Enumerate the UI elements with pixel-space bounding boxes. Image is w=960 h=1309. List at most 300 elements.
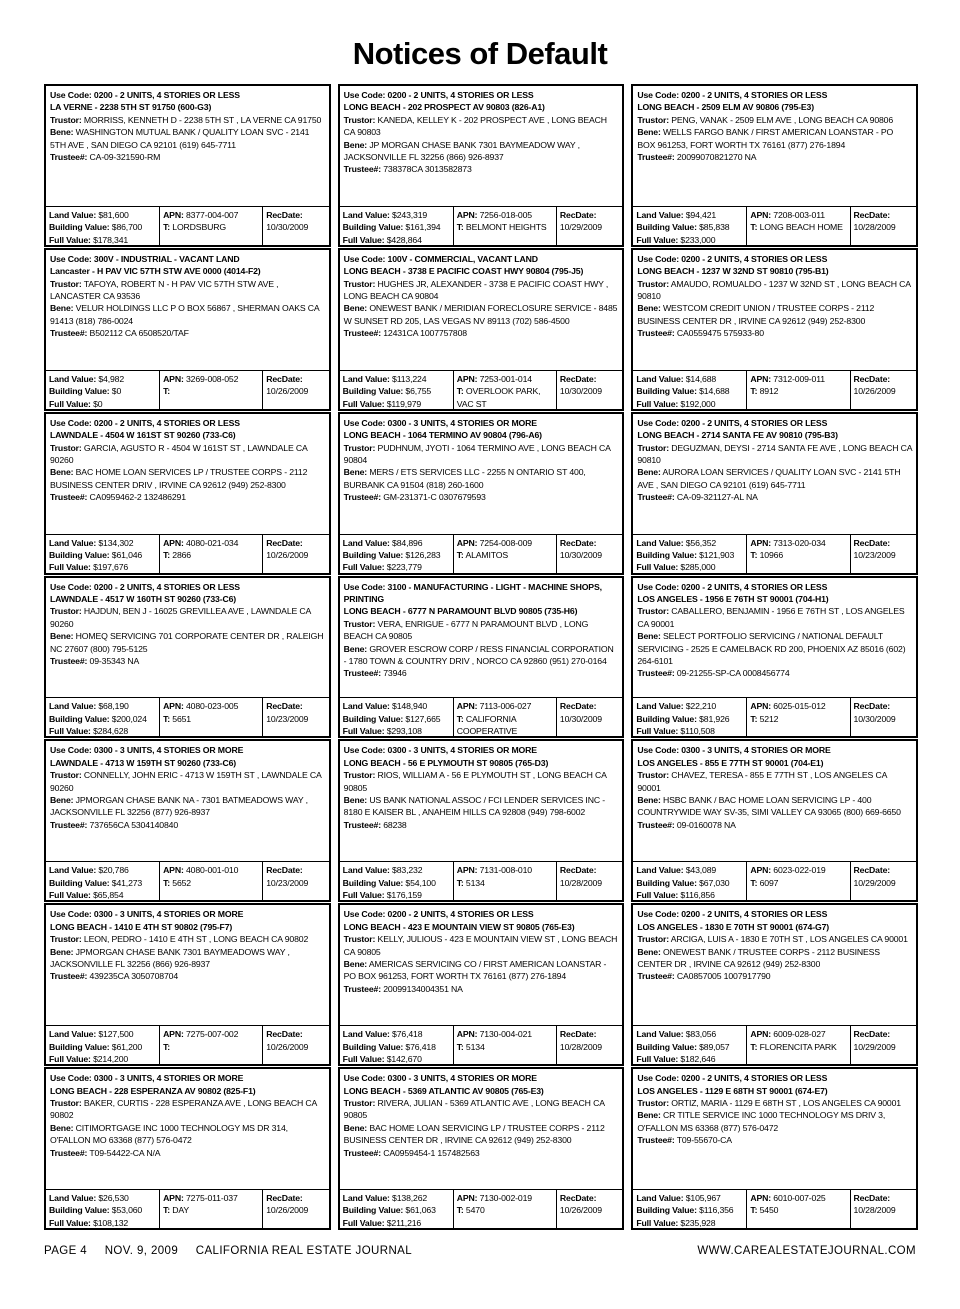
bene-line — [637, 630, 912, 667]
recdate-label: RecDate: — [266, 1029, 303, 1040]
apn-label: APN: — [163, 373, 184, 384]
trustor-line — [344, 933, 619, 958]
bene-label: Bene: — [637, 795, 661, 806]
bene-line — [344, 958, 619, 983]
notice-card — [631, 248, 918, 411]
building-value-label: Building Value: — [636, 877, 697, 888]
trustor-value: KELLY, JULIOUS - 423 E MOUNTAIN VIEW ST , LONG BEACH CA 90805 — [343, 934, 618, 957]
building-value: $200,024 — [111, 713, 147, 724]
land-value-label: Land Value: — [636, 1029, 684, 1040]
bene-label: Bene: — [637, 303, 661, 314]
trustee-value: 439235CA 3050708704 — [89, 971, 179, 982]
full-value: $178,341 — [93, 234, 129, 245]
notice-card — [631, 84, 918, 247]
trustor-label: Trustor: — [50, 278, 82, 289]
use-code-line — [344, 1072, 619, 1084]
apn-value: 7313-020-034 — [773, 537, 826, 548]
tract-label: T: — [750, 1205, 758, 1216]
trustor-line — [637, 769, 912, 794]
trustee-value: 68238 — [383, 819, 407, 830]
trustor-label: Trustor: — [343, 770, 376, 781]
footer-date: NOV. 9, 2009 — [104, 1245, 179, 1257]
full-value-label: Full Value: — [636, 562, 679, 573]
apn-cell — [159, 862, 262, 900]
apn-cell — [746, 535, 849, 573]
property-address: LONG BEACH - 202 PROSPECT AV 90803 (826-A1) — [343, 102, 545, 113]
full-value-label: Full Value: — [342, 398, 385, 409]
trustor-value: DEGUZMAN, DEYSI - 2714 SANTA FE AVE , LONG BEACH CA 90810 — [637, 442, 912, 465]
trustee-label: Trustee#: — [637, 1135, 675, 1146]
bene-label: Bene: — [343, 643, 368, 654]
bene-value: AURORA LOAN SERVICES / QUALITY LOAN SVC - 2141 5TH AVE , SAN DIEGO CA 92101 (619) 645-7711 — [637, 467, 901, 490]
trustee-label: Trustee#: — [343, 668, 381, 679]
building-value-label: Building Value: — [49, 1205, 110, 1216]
trustor-value: BAKER, CURTIS - 228 ESPERANZA AVE , LONG BEACH CA 90802 — [50, 1097, 317, 1121]
trustee-value: B502112 CA 6508520/TAF — [89, 328, 189, 339]
trustee-label: Trustee#: — [637, 819, 675, 830]
trustee-line — [637, 970, 912, 982]
land-value: $105,967 — [685, 1193, 721, 1203]
property-address: LAWNDALE - 4713 W 159TH ST 90260 (733-C6) — [50, 757, 237, 768]
building-value: $127,665 — [405, 713, 441, 724]
use-code-line — [637, 908, 912, 920]
apn-cell — [159, 1190, 262, 1228]
recdate-label: RecDate: — [853, 701, 891, 712]
land-value: $84,896 — [392, 537, 423, 548]
use-code-line — [344, 581, 619, 606]
use-code-label: Use Code: — [50, 745, 92, 756]
tract-label: T: — [163, 713, 170, 724]
notice-card — [631, 576, 918, 739]
values-cell — [633, 207, 746, 245]
full-value: $192,000 — [680, 398, 716, 409]
recdate-value: 10/28/2009 — [853, 1205, 896, 1216]
apn-value: 7256-018-005 — [479, 209, 532, 220]
trustee-label: Trustee#: — [50, 656, 88, 666]
use-code-label: Use Code: — [343, 417, 386, 428]
use-code-line — [637, 581, 912, 593]
full-value: $119,979 — [386, 398, 422, 409]
use-code-label: Use Code: — [50, 253, 92, 264]
tract-value: LONG BEACH HOME — [759, 222, 843, 233]
land-value-label: Land Value: — [49, 865, 97, 876]
tract-value: 5651 — [172, 713, 191, 724]
notice-details — [340, 578, 623, 698]
full-value-label: Full Value: — [636, 1053, 679, 1064]
use-code-value: 0200 - 2 UNITS, 4 STORIES OR LESS — [93, 581, 240, 592]
use-code-line — [344, 89, 619, 101]
trustor-label: Trustor: — [50, 1097, 82, 1108]
bene-label: Bene: — [637, 127, 661, 138]
valuation-row — [46, 206, 329, 245]
use-code-label: Use Code: — [343, 90, 386, 100]
notice-card — [631, 739, 918, 902]
land-value: $4,982 — [98, 373, 125, 384]
recdate-value: 10/26/2009 — [266, 386, 309, 397]
apn-cell — [453, 862, 556, 900]
trustee-line — [637, 1134, 912, 1146]
building-value: $0 — [111, 386, 122, 397]
valuation-row — [633, 697, 916, 736]
trustor-value: KANEDA, KELLEY K - 202 PROSPECT AVE , LONG BEACH CA 90803 — [343, 114, 607, 138]
trustor-value: GARCIA, AGUSTO R - 4504 W 161ST ST , LAWNDALE CA 90260 — [50, 442, 308, 465]
apn-value: 7275-007-002 — [185, 1029, 239, 1040]
property-address: LONG BEACH - 2714 SANTA FE AV 90810 (795-B3) — [637, 430, 838, 441]
trustor-value: RIOS, WILLIAM A - 56 E PLYMOUTH ST , LONG BEACH CA 90805 — [343, 770, 607, 793]
trustor-line — [50, 278, 325, 303]
notice-card — [338, 1067, 625, 1230]
footer-website: WWW.CAREALESTATEJOURNAL.COM — [697, 1245, 916, 1257]
notice-details — [46, 905, 329, 1025]
use-code-value: 0200 - 2 UNITS, 4 STORIES OR LESS — [681, 909, 828, 920]
trustee-value: 737656CA 5304140840 — [89, 819, 179, 830]
recdate-value: 10/30/2009 — [853, 713, 896, 724]
recdate-value: 10/30/2009 — [559, 713, 602, 724]
trustee-value: CA0559475 575933-80 — [676, 328, 764, 339]
land-value-label: Land Value: — [342, 537, 390, 548]
bene-value: ONEWEST BANK / TRUSTEE CORPS - 2112 BUSINESS CENTER DR , IRVINE CA 92612 (949) 252-8300 — [637, 946, 880, 969]
use-code-label: Use Code: — [637, 909, 679, 920]
trustor-label: Trustor: — [343, 442, 376, 453]
trustee-value: CA0959454-1 157482563 — [383, 1147, 480, 1158]
trustee-line — [50, 151, 325, 163]
apn-cell — [453, 1190, 556, 1228]
property-address: LONG BEACH - 6777 N PARAMOUNT BLVD 90805 (735-H6) — [343, 606, 578, 617]
trustee-line — [637, 819, 912, 831]
values-cell — [340, 862, 453, 900]
recdate-cell — [556, 535, 622, 573]
recdate-cell — [262, 1026, 328, 1064]
recdate-label: RecDate: — [853, 537, 891, 548]
property-address: LOS ANGELES - 1129 E 68TH ST 90001 (674-E7) — [637, 1085, 828, 1096]
notice-details — [340, 905, 623, 1025]
bene-line — [344, 466, 619, 491]
trustee-line — [50, 327, 325, 339]
trustee-value: 73946 — [383, 668, 407, 679]
building-value-label: Building Value: — [342, 877, 404, 888]
trustor-value: ORTIZ, MARIA - 1129 E 68TH ST , LOS ANGELES CA 90001 — [671, 1097, 901, 1108]
building-value: $61,046 — [111, 549, 143, 560]
apn-cell — [159, 1026, 262, 1064]
apn-value: 7130-004-021 — [479, 1029, 532, 1040]
notice-card — [44, 412, 331, 575]
bene-label: Bene: — [343, 303, 368, 314]
trustee-line — [637, 327, 912, 339]
tract-value: BELMONT HEIGHTS — [465, 222, 547, 233]
use-code-value: 0300 - 3 UNITS, 4 STORIES OR MORE — [93, 909, 244, 920]
trustor-value: MORRISS, KENNETH D - 2238 5TH ST , LA VERNE CA 91750 — [83, 114, 322, 125]
building-value-label: Building Value: — [342, 386, 404, 397]
full-value: $284,628 — [93, 726, 129, 737]
trustee-line — [344, 667, 619, 679]
trustor-value: VERA, ENRIGUE - 6777 N PARAMOUNT BLVD , LONG BEACH CA 90805 — [343, 618, 589, 642]
use-code-value: 0300 - 3 UNITS, 4 STORIES OR MORE — [387, 745, 537, 756]
trustee-value: 09-21255-SP-CA 0008456774 — [676, 668, 790, 679]
valuation-row — [340, 206, 623, 245]
tract-value: 6097 — [759, 877, 779, 888]
land-value-label: Land Value: — [636, 537, 684, 548]
use-code-value: 0200 - 2 UNITS, 4 STORIES OR LESS — [387, 90, 534, 100]
recdate-value: 10/28/2009 — [853, 222, 896, 233]
values-cell — [46, 535, 159, 573]
building-value: $116,356 — [699, 1205, 734, 1216]
land-value: $43,089 — [685, 865, 717, 876]
building-value-label: Building Value: — [49, 386, 110, 397]
apn-cell — [159, 207, 262, 245]
recdate-label: RecDate: — [266, 701, 303, 712]
trustor-value: PUDHNUM, JYOTI - 1064 TERMINO AVE , LONG BEACH CA 90804 — [343, 442, 611, 465]
bene-label: Bene: — [343, 958, 368, 969]
recdate-label: RecDate: — [559, 209, 597, 220]
bene-line — [344, 1122, 619, 1147]
notice-card — [338, 903, 625, 1066]
full-value-label: Full Value: — [636, 890, 679, 901]
full-value-label: Full Value: — [49, 726, 91, 737]
full-value: $214,200 — [93, 1053, 129, 1064]
notice-card — [44, 248, 331, 411]
trustor-line — [637, 1097, 912, 1109]
trustee-label: Trustee#: — [343, 983, 381, 994]
values-cell — [340, 207, 453, 245]
values-cell — [46, 371, 159, 409]
bene-value: HOMEQ SERVICING 701 CORPORATE CENTER DR , RALEIGH NC 27607 (800) 795-5125 — [50, 631, 324, 654]
recdate-cell — [850, 535, 916, 573]
apn-value: 6009-028-027 — [773, 1029, 826, 1040]
trustee-value: 738378CA 3013582873 — [383, 164, 472, 175]
use-code-value: 0300 - 3 UNITS, 4 STORIES OR MORE — [681, 745, 831, 756]
trustor-label: Trustor: — [637, 934, 669, 945]
recdate-cell — [262, 207, 328, 245]
notice-details — [46, 741, 329, 861]
bene-label: Bene: — [637, 1110, 661, 1121]
building-value-label: Building Value: — [342, 222, 404, 233]
tract-label: T: — [456, 222, 464, 233]
apn-label: APN: — [750, 537, 772, 548]
trustor-value: RIVERA, JULIAN - 5369 ATLANTIC AVE , LONG BEACH CA 90805 — [343, 1097, 605, 1121]
full-value: $285,000 — [680, 562, 716, 573]
trustor-line — [637, 114, 912, 126]
trustor-line — [50, 933, 325, 945]
trustee-line — [344, 327, 619, 339]
notice-card — [631, 1067, 918, 1230]
full-value-label: Full Value: — [49, 1217, 91, 1228]
use-code-value: 0300 - 3 UNITS, 4 STORIES OR MORE — [387, 1073, 537, 1084]
recdate-value: 10/26/2009 — [853, 386, 896, 397]
values-cell — [46, 1190, 159, 1228]
use-code-value: 0200 - 2 UNITS, 4 STORIES OR LESS — [681, 581, 828, 592]
land-value-label: Land Value: — [636, 865, 684, 876]
apn-value: 7253-001-014 — [479, 373, 532, 384]
trustee-label: Trustee#: — [343, 328, 381, 339]
tract-value: DAY — [172, 1205, 190, 1216]
trustor-label: Trustor: — [637, 442, 669, 453]
full-value: $0 — [93, 398, 103, 409]
apn-label: APN: — [750, 209, 772, 220]
recdate-value: 10/30/2009 — [559, 549, 602, 560]
use-code-label: Use Code: — [50, 90, 92, 100]
tract-value: 5134 — [465, 877, 485, 888]
trustee-value: 20099070821270 NA — [676, 152, 757, 163]
property-address: LONG BEACH - 228 ESPERANZA AV 90802 (825-F1) — [50, 1085, 256, 1096]
notice-card — [338, 412, 625, 575]
valuation-row — [46, 697, 329, 736]
recdate-label: RecDate: — [266, 373, 303, 384]
apn-cell — [159, 698, 262, 736]
land-value: $148,940 — [392, 701, 428, 712]
full-value: $65,854 — [93, 890, 124, 901]
building-value: $53,060 — [111, 1205, 143, 1216]
notice-card — [338, 84, 625, 247]
use-code-line — [50, 744, 325, 756]
recdate-value: 10/23/2009 — [266, 713, 309, 724]
valuation-row — [46, 370, 329, 409]
trustor-label: Trustor: — [50, 606, 82, 617]
building-value: $54,100 — [405, 877, 436, 888]
tract-value: 5212 — [759, 713, 779, 724]
trustee-label: Trustee#: — [343, 492, 381, 503]
apn-label: APN: — [456, 209, 478, 220]
use-code-label: Use Code: — [637, 90, 679, 100]
use-code-line — [50, 417, 325, 429]
trustor-label: Trustor: — [637, 278, 669, 289]
valuation-row — [340, 534, 623, 573]
bene-label: Bene: — [343, 139, 368, 150]
land-value: $94,421 — [685, 209, 717, 220]
notice-card — [338, 576, 625, 739]
values-cell — [46, 698, 159, 736]
building-value-label: Building Value: — [49, 549, 110, 560]
trustee-value: CA0857005 1007917790 — [676, 971, 771, 982]
valuation-row — [46, 534, 329, 573]
trustor-line — [50, 1097, 325, 1122]
use-code-value: 0200 - 2 UNITS, 4 STORIES OR LESS — [93, 417, 240, 428]
bene-value: WESTCOM CREDIT UNION / TRUSTEE CORPS - 2112 BUSINESS CENTER DR , IRVINE CA 92612 (949) 252-8300 — [637, 303, 875, 326]
recdate-value: 10/26/2009 — [559, 1205, 602, 1216]
trustee-value: 09-0160078 NA — [676, 819, 736, 830]
apn-label: APN: — [163, 865, 184, 876]
recdate-cell — [850, 862, 916, 900]
building-value: $121,903 — [699, 549, 735, 560]
apn-label: APN: — [456, 1193, 478, 1203]
apn-label: APN: — [456, 865, 478, 876]
property-address: LONG BEACH - 1064 TERMINO AV 90804 (796-A6) — [343, 430, 542, 441]
building-value: $41,273 — [111, 877, 143, 888]
trustor-line — [50, 769, 325, 794]
apn-cell — [453, 1026, 556, 1064]
notice-details — [633, 905, 916, 1025]
recdate-label: RecDate: — [266, 209, 303, 220]
full-value: $108,132 — [93, 1217, 129, 1228]
trustor-label: Trustor: — [50, 442, 82, 453]
use-code-line — [344, 417, 619, 429]
use-code-line — [637, 744, 912, 756]
notice-details — [340, 86, 623, 206]
use-code-value: 3100 - MANUFACTURING - LIGHT - MACHINE SHOPS, PRINTING — [343, 581, 602, 604]
bene-label: Bene: — [637, 946, 661, 957]
building-value: $76,418 — [405, 1041, 436, 1052]
bene-value: AMERICAS SERVICING CO / FIRST AMERICAN LOANSTAR - PO BOX 961253, FORT WORTH TX 76161 (877) 276-1894 — [343, 958, 607, 982]
tract-label: T: — [163, 1041, 170, 1052]
trustee-line — [50, 1147, 325, 1159]
trustee-line — [50, 819, 325, 831]
land-value: $138,262 — [392, 1193, 428, 1203]
building-value: $67,030 — [699, 877, 730, 888]
land-value-label: Land Value: — [49, 1029, 97, 1040]
valuation-row — [46, 1189, 329, 1228]
trustee-line — [344, 819, 619, 831]
bene-value: HSBC BANK / BAC HOME LOAN SERVICING LP - 400 COUNTRYWIDE WAY SV-35, SIMI VALLEY CA 93065 (800) 669-6650 — [637, 795, 901, 818]
apn-label: APN: — [456, 537, 478, 548]
full-value: $293,108 — [386, 726, 422, 737]
apn-value: 7131-008-010 — [479, 865, 532, 876]
tract-value: 5450 — [759, 1205, 779, 1216]
notice-details — [46, 578, 329, 698]
land-value: $243,319 — [392, 209, 428, 220]
notice-details — [633, 1069, 916, 1189]
use-code-value: 0200 - 2 UNITS, 4 STORIES OR LESS — [681, 417, 828, 428]
trustor-line — [637, 605, 912, 630]
full-value: $223,779 — [386, 562, 422, 573]
valuation-row — [340, 861, 623, 900]
bene-line — [50, 794, 325, 819]
notice-details — [46, 1069, 329, 1189]
values-cell — [46, 207, 159, 245]
bene-line — [50, 946, 325, 971]
recdate-value: 10/23/2009 — [266, 877, 309, 888]
recdate-cell — [556, 698, 622, 736]
notice-details — [340, 250, 623, 370]
apn-cell — [453, 698, 556, 736]
full-value-label: Full Value: — [342, 234, 385, 245]
notice-details — [633, 741, 916, 861]
valuation-row — [633, 370, 916, 409]
building-value: $61,063 — [405, 1205, 436, 1216]
apn-value: 6010-007-025 — [773, 1193, 826, 1203]
recdate-cell — [850, 207, 916, 245]
recdate-value: 10/28/2009 — [559, 877, 602, 888]
trustee-line — [637, 491, 912, 503]
bene-label: Bene: — [50, 631, 74, 642]
full-value: $428,864 — [386, 234, 422, 245]
trustee-value: 12431CA 1007757808 — [383, 328, 467, 339]
trustee-value: T09-55670-CA — [676, 1135, 732, 1146]
bene-line — [637, 302, 912, 327]
apn-label: APN: — [750, 373, 772, 384]
bene-label: Bene: — [50, 467, 74, 478]
values-cell — [340, 1026, 453, 1064]
bene-line — [344, 139, 619, 164]
full-value-label: Full Value: — [636, 1217, 679, 1228]
bene-line — [637, 946, 912, 971]
notice-details — [633, 250, 916, 370]
bene-value: US BANK NATIONAL ASSOC / FCI LENDER SERVICES INC - 8180 E KAISER BL , ANAHEIM HILLS CA 92808 (949) 798-6002 — [343, 795, 605, 818]
land-value-label: Land Value: — [49, 209, 97, 220]
use-code-value: 0200 - 2 UNITS, 4 STORIES OR LESS — [93, 90, 240, 100]
building-value: $61,200 — [111, 1041, 143, 1052]
land-value-label: Land Value: — [342, 865, 390, 876]
apn-label: APN: — [456, 373, 478, 384]
building-value: $89,057 — [699, 1041, 730, 1052]
use-code-value: 0200 - 2 UNITS, 4 STORIES OR LESS — [387, 909, 534, 920]
trustee-value: 09-35343 NA — [89, 656, 140, 666]
footer-publication: CALIFORNIA REAL ESTATE JOURNAL — [195, 1245, 413, 1257]
land-value: $134,302 — [98, 537, 134, 548]
apn-cell — [453, 371, 556, 409]
trustor-line — [637, 933, 912, 945]
tract-label: T: — [163, 222, 170, 233]
notice-card — [44, 739, 331, 902]
apn-cell — [453, 535, 556, 573]
